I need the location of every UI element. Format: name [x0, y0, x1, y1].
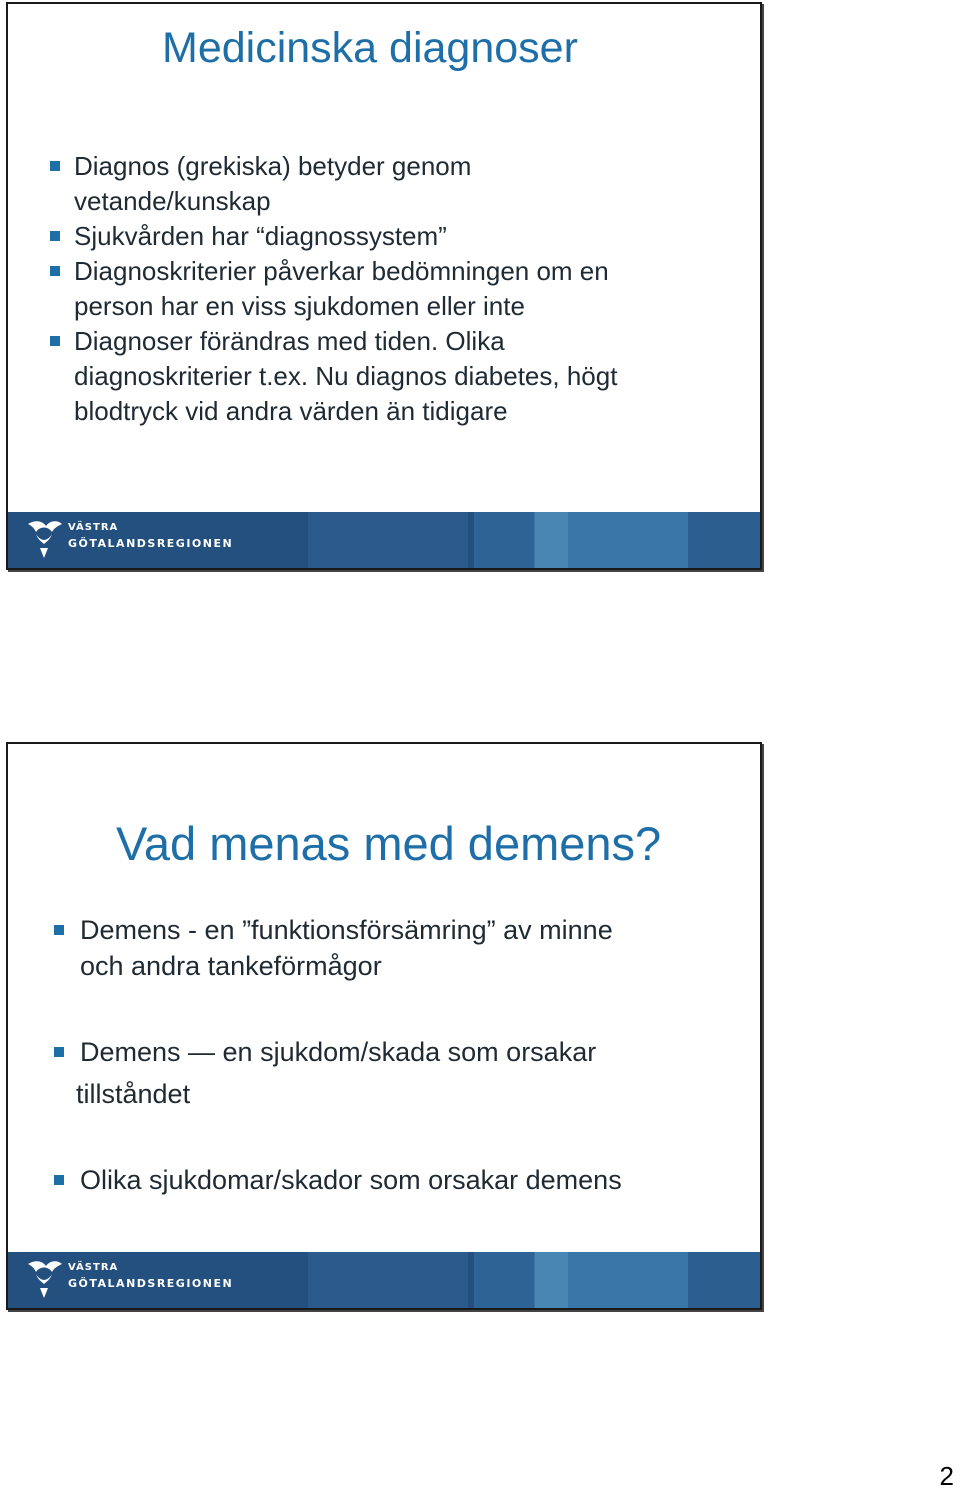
logo-text: VÄSTRA: [68, 1262, 119, 1273]
bullet-list: [50, 149, 750, 429]
bullet-text-line: Diagnoskriterier påverkar bedömningen om en: [74, 256, 609, 286]
square-bullet-icon: [54, 1047, 64, 1057]
bullet-text-line: blodtryck vid andra värden än tidigare: [74, 396, 508, 426]
bullet-text-line: Diagnoser förändras med tiden. Olika: [74, 326, 505, 356]
bullet-item: [54, 1162, 754, 1198]
slide-footer-banner: [8, 1252, 760, 1308]
logo-text: VÄSTRA: [68, 522, 119, 533]
bullet-text-line: Demens - en ”funktionsförsämring” av minne: [80, 915, 613, 945]
bullet-text-line: vetande/kunskap: [74, 186, 271, 216]
heart-emblem-icon: [24, 1258, 64, 1302]
square-bullet-icon: [50, 161, 60, 171]
square-bullet-icon: [54, 925, 64, 935]
slide-title: Medicinska diagnoser: [162, 24, 578, 72]
bullet-text-line: Demens — en sjukdom/skada som orsakar: [80, 1037, 597, 1067]
bullet-item: [50, 254, 750, 324]
bullet-text-line: Diagnos (grekiska) betyder genom: [74, 151, 472, 181]
square-bullet-icon: [50, 266, 60, 276]
bullet-item: [50, 219, 750, 254]
square-bullet-icon: [50, 336, 60, 346]
slide-1: [6, 2, 762, 570]
bullet-item: [54, 1034, 754, 1112]
bullet-item: [50, 149, 750, 219]
slide-footer-banner: [8, 512, 760, 568]
bullet-text-line: diagnoskriterier t.ex. Nu diagnos diabetes, högt: [74, 361, 618, 391]
bullet-item: [54, 912, 754, 984]
vastra-gotalandsregionen-logo: [24, 1258, 244, 1302]
logo-text: GÖTALANDSREGIONEN: [68, 1277, 234, 1290]
vastra-gotalandsregionen-logo: [24, 518, 244, 562]
bullet-text-line: tillståndet: [76, 1079, 191, 1109]
bullet-text-line: Olika sjukdomar/skador som orsakar demens: [80, 1165, 622, 1195]
square-bullet-icon: [50, 231, 60, 241]
square-bullet-icon: [54, 1175, 64, 1185]
bullet-item: [50, 324, 750, 429]
slide-2: [6, 742, 762, 1310]
bullet-text-line: och andra tankeförmågor: [80, 951, 382, 981]
bullet-list: [54, 912, 754, 1198]
bullet-text-line: person har en viss sjukdomen eller inte: [74, 291, 525, 321]
heart-emblem-icon: [24, 518, 64, 562]
slide-title: Vad menas med demens?: [116, 817, 662, 870]
bullet-text-line: Sjukvården har “diagnossystem”: [74, 221, 447, 251]
page-number: 2: [939, 1461, 954, 1491]
logo-text: GÖTALANDSREGIONEN: [68, 537, 234, 550]
